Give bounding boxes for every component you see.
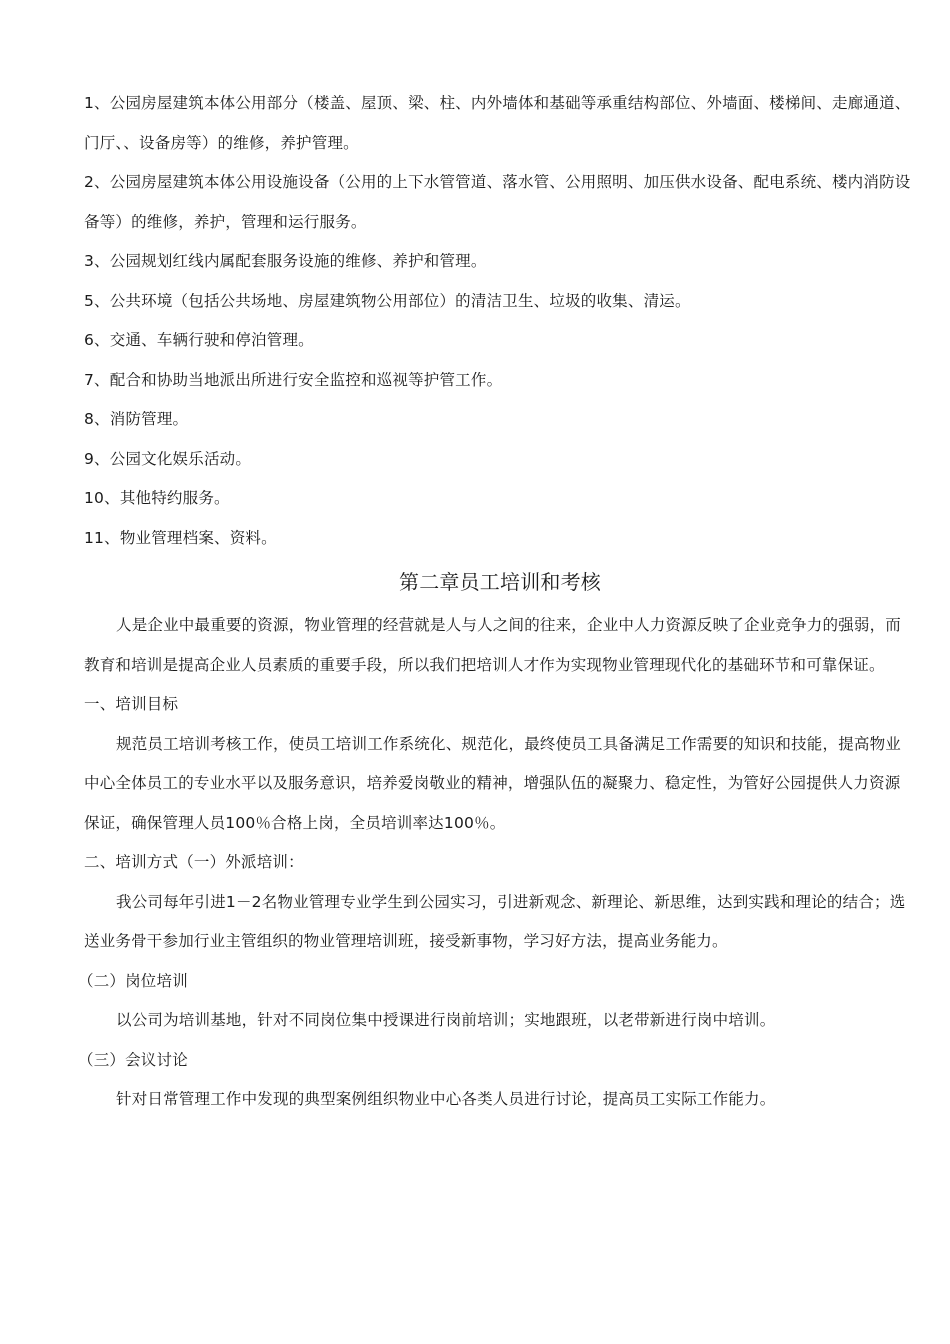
- chapter-title: 第二章员工培训和考核: [399, 570, 601, 594]
- list-item: 5、公共环境（包括公共场地、房屋建筑物公用部位）的清洁卫生、垃圾的收集、清运。: [84, 291, 691, 310]
- list-item: 8、消防管理。: [84, 410, 189, 428]
- subsection-body-meeting-discussion: 针对日常管理工作中发现的典型案例组织物业中心各类人员进行讨论，提高员工实际工作能力。: [116, 1090, 776, 1108]
- list-item: 11、物业管理档案、资料。: [84, 528, 277, 547]
- document-content: [78, 84, 916, 1120]
- list-item: 10、其他特约服务。: [84, 489, 230, 507]
- list-item: 9、公园文化娱乐活动。: [84, 449, 252, 468]
- list-item: 2、公园房屋建筑本体公用设施设备（公用的上下水管管道、落水管、公用照明、加压供水设备、配电系统、楼内消防设备等）的维修，养护，管理和运行服务。: [84, 173, 911, 231]
- section-body-training-goal: 规范员工培训考核工作，使员工培训工作系统化、规范化，最终使员工具备满足工作需要的知识和技能，提高物业中心全体员工的专业水平以及服务意识，培养爱岗敬业的精神，增强队伍的凝聚力、稳定性，为管好公园提供人力资源保证，确保管理人员100％合格上岗，全员培训率达100％。: [84, 734, 902, 832]
- list-item: 1、公园房屋建筑本体公用部分（楼盖、屋顶、梁、柱、内外墙体和基础等承重结构部位、外墙面、楼梯间、走廊通道、门厅、、设备房等）的维修，养护管理。: [84, 94, 911, 152]
- intro-paragraph: 人是企业中最重要的资源，物业管理的经营就是人与人之间的往来，企业中人力资源反映了企业竞争力的强弱，而教育和培训是提高企业人员素质的重要手段，所以我们把培训人才作为实现物业管理现代化的基础环节和可靠保证。: [84, 616, 902, 674]
- list-item: 6、交通、车辆行驶和停泊管理。: [84, 331, 314, 349]
- list-item: 3、公园规划红线内属配套服务设施的维修、养护和管理。: [84, 252, 487, 270]
- list-item: 7、配合和协助当地派出所进行安全监控和巡视等护管工作。: [84, 370, 503, 389]
- section-body-external-training: 我公司每年引进1－2名物业管理专业学生到公园实习，引进新观念、新理论、新思维，达到实践和理论的结合；选送业务骨干参加行业主管组织的物业管理培训班，接受新事物，学习好方法，提高业务能力。: [84, 892, 906, 950]
- subsection-title-meeting-discussion: （三）会议讨论: [78, 1050, 188, 1069]
- section-title-training-method: 二、培训方式（一）外派培训：: [84, 853, 304, 871]
- subsection-body-post-training: 以公司为培训基地，针对不同岗位集中授课进行岗前培训；实地跟班，以老带新进行岗中培训。: [116, 1011, 776, 1029]
- subsection-title-post-training: （二）岗位培训: [78, 971, 188, 990]
- section-title-training-goal: 一、培训目标: [84, 695, 179, 713]
